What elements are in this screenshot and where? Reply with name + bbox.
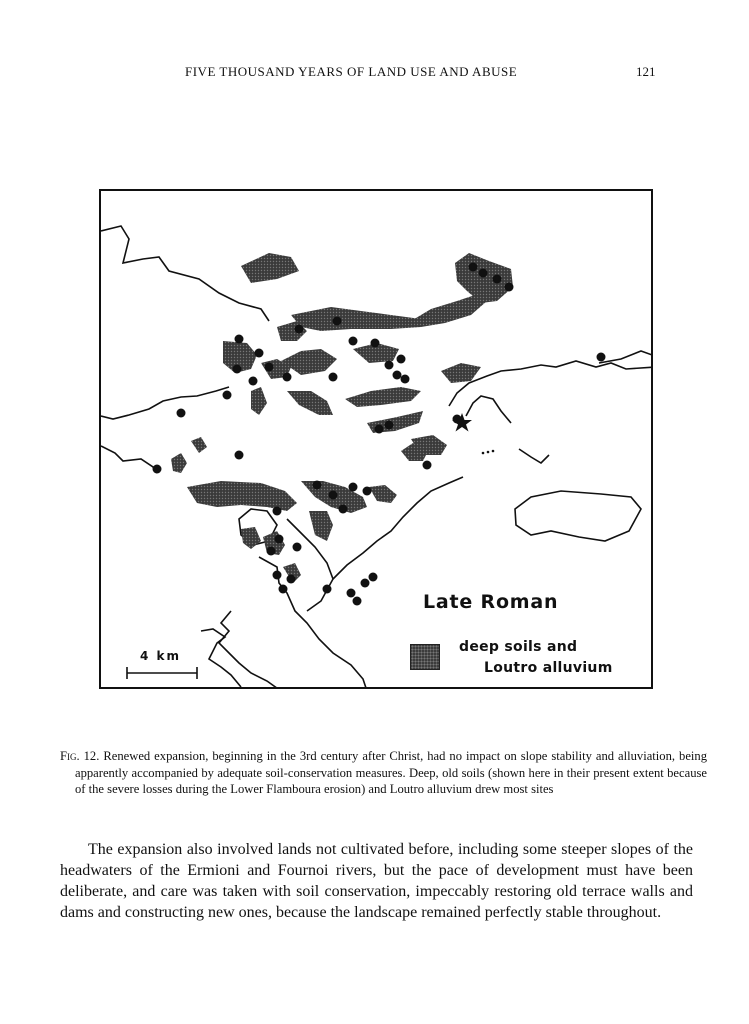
- scale-label: 4 km: [140, 649, 182, 663]
- scale-bar: [127, 667, 197, 679]
- legend-line-2: Loutro alluvium: [484, 660, 613, 676]
- caption-text: Renewed expansion, beginning in the 3rd century after Christ, had no impact on slope stability and alluviation, being apparently accompanied by adequate soil-conservation measures. Deep, old soils (shown here in their present extent because of the severe losses during the Lower Flamboura erosion) and Loutro alluvium drew most sites: [75, 749, 707, 796]
- map-title: Late Roman: [423, 591, 559, 613]
- figure-label: Fig. 12.: [60, 749, 100, 763]
- map-figure: [99, 189, 653, 689]
- island-dots: [482, 450, 495, 455]
- page-number: 121: [636, 64, 656, 79]
- figure-caption: [60, 748, 707, 798]
- legend-swatch: [410, 644, 440, 670]
- running-head: FIVE THOUSAND YEARS OF LAND USE AND ABUSE: [185, 64, 518, 79]
- map-drawing: [101, 191, 653, 689]
- body-paragraph: The expansion also involved lands not cultivated before, including some steeper slopes of the headwaters of the Ermioni and Fournoi rivers, but the pace of development must have been deliberate, and care was taken with soil conservation, impeccably restoring old terrace walls and dams and constructing new ones, because the landscape remained perfectly stable throughout.: [60, 841, 693, 921]
- legend-line-1: deep soils and: [459, 639, 578, 655]
- legend-label: [459, 637, 639, 679]
- coastline: [101, 226, 653, 689]
